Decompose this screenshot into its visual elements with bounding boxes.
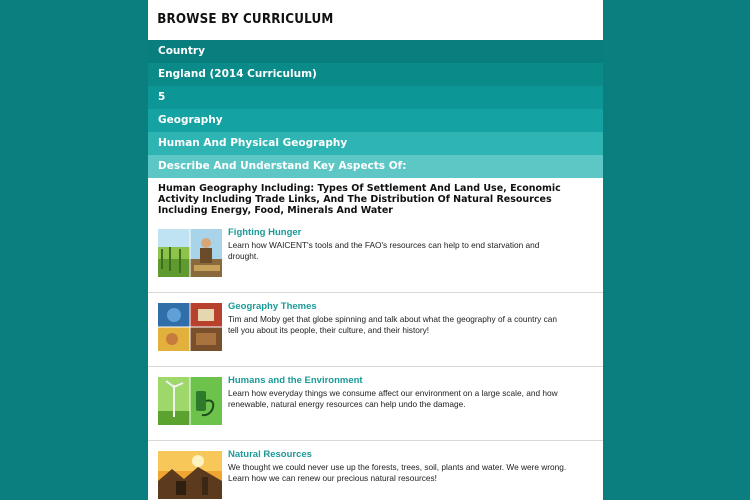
item-description: Learn how WAICENT's tools and the FAO's resources can help to end starvation and drought. <box>228 240 540 261</box>
fighting-hunger-thumbnail[interactable] <box>158 229 222 277</box>
page-title: BROWSE BY CURRICULUM <box>157 12 334 27</box>
breadcrumb-objective[interactable]: Describe And Understand Key Aspects Of: <box>148 155 603 178</box>
breadcrumb-country[interactable]: Country <box>148 40 603 63</box>
list-item <box>148 367 603 441</box>
item-title-fighting-hunger[interactable]: Fighting Hunger <box>228 227 302 238</box>
item-description: We thought we could never use up the forests, trees, soil, plants and water. We were wrong. Learn how we can renew our precious natural resources! <box>228 462 567 483</box>
item-title-geography-themes[interactable]: Geography Themes <box>228 301 317 312</box>
item-description: Learn how everyday things we consume affect our environment on a large scale, and how renewable, natural energy resources can help undo the damage. <box>228 388 558 409</box>
natural-resources-thumbnail[interactable] <box>158 451 222 499</box>
breadcrumb-year[interactable]: 5 <box>148 86 603 109</box>
list-item <box>148 441 603 500</box>
breadcrumb-curriculum[interactable]: England (2014 Curriculum) <box>148 63 603 86</box>
item-description: Tim and Moby get that globe spinning and talk about what the geography of a country can tell you about its people, their culture, and their history! <box>228 314 558 335</box>
breadcrumb-strand[interactable]: Human And Physical Geography <box>148 132 603 155</box>
breadcrumb-subject[interactable]: Geography <box>148 109 603 132</box>
item-title-humans-environment[interactable]: Humans and the Environment <box>228 375 363 386</box>
list-item <box>148 219 603 293</box>
humans-environment-thumbnail[interactable] <box>158 377 222 425</box>
geography-themes-thumbnail[interactable] <box>158 303 222 351</box>
list-item <box>148 293 603 367</box>
topic-heading: Human Geography Including: Types Of Settlement And Land Use, Economic Activity Including Trade Links, And The Distribution Of Natural Resources Including Energy, Food, Minerals And Water <box>158 183 561 216</box>
curriculum-panel <box>148 0 603 500</box>
item-title-natural-resources[interactable]: Natural Resources <box>228 449 312 460</box>
